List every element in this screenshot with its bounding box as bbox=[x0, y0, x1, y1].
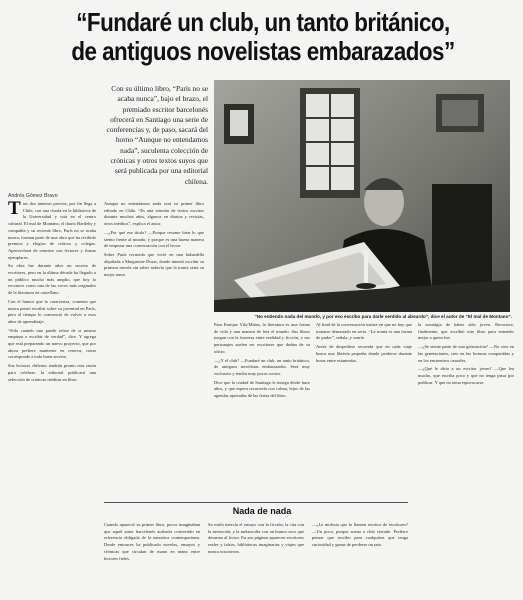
column-4-paragraph: Al final de la conversación insiste en que no hay que tomarse demasiado en serio. “La ironía es una forma de pudor”, señala, y sonríe. bbox=[316, 322, 412, 341]
column-1-paragraph: “Sólo cuando uno puede reírse de sí mismo empieza a escribir de verdad”, dice. Y agrega que está preparando un nuevo proyecto, que por ahora prefiere mantener en reserva, como corresponde a todo buen secreto. bbox=[8, 327, 96, 360]
column-5-paragraph: —¿Qué le diría a un escritor joven? —Que lea mucho, que escriba poco y que no tenga prisa por publicar. Y que no tema equivocarse. bbox=[418, 366, 514, 385]
photo-caption: “No entiendo nada del mundo, y por eso escribo para darle sentido al absurdo”, dice el autor de “El mal de Montano”. bbox=[254, 314, 512, 319]
sidebar-column-3 bbox=[312, 522, 408, 594]
column-3-paragraph: Dice que la ciudad de Santiago le intriga desde hace años, y que espera recorrerla con calma, lejos de las agendas apretadas de las ferias del libro. bbox=[214, 379, 310, 399]
deck: Con su último libro, “París no se acaba nunca”, bajo el brazo, el premiado escritor barcelonés ofrecerá en Santiago una serie de conferencias y, de paso, sacará del horno “Aunque no entendamos nada”, suculenta colección de crónicas y otros textos suyos que será publicada por una editorial chilena. bbox=[106, 84, 208, 186]
column-3 bbox=[214, 322, 310, 498]
byline: Andrés Gómez Bravo bbox=[8, 193, 58, 199]
headline-line-2: de antiguos novelistas embarazados” bbox=[71, 36, 455, 66]
column-3-paragraph: Para Enrique Vila-Matas, la literatura es una forma de vida y una manera de leer el mundo. Sus libros juegan con la frontera entre realidad y ficción, y sus personajes suelen ser escritores que dudan de su oficio. bbox=[214, 322, 310, 354]
column-2-paragraph: —¿Por qué ese título? —Porque resume bien lo que siento frente al mundo, y porque es una buena manera de empezar una conversación con el lector. bbox=[104, 229, 204, 249]
sidebar-title: Nada de nada bbox=[232, 506, 292, 516]
sidebar-column-1 bbox=[104, 522, 200, 594]
column-4-paragraph: Antes de despedirse recuerda que en cada viaje busca una librería pequeña donde perderse durante horas entre estanterías. bbox=[316, 344, 412, 363]
headline bbox=[54, 8, 472, 66]
column-2 bbox=[104, 201, 204, 497]
column-4 bbox=[316, 322, 412, 498]
headline-line-1: “Fundaré un club, un tanto británico, bbox=[76, 7, 450, 37]
portrait-photo bbox=[214, 80, 510, 312]
column-1 bbox=[8, 201, 96, 593]
column-1-paragraph: Su obra fue durante años un secreto de escritores, pero en la última década ha llegado a un público mucho más amplio, que hoy lo reconoce como una de las voces más originales de la literatura en castellano. bbox=[8, 263, 96, 296]
photo bbox=[214, 80, 510, 312]
drop-cap: T bbox=[8, 201, 21, 219]
column-5-paragraph: —¿Se siente parte de una generación? —No creo en las generaciones, creo en las lecturas compartidas y en los encuentros casuales. bbox=[418, 344, 514, 363]
sidebar-paragraph: Cuando apareció su primer libro, pocos imaginaban que aquel autor barcelonés acabaría convertido en referencia obligada de la narrativa contemporánea. Desde entonces ha publicado novelas, ensayos y crónicas que circulan de mano en mano entre lectores fieles. bbox=[104, 522, 200, 561]
column-1-paragraph: Con el humor que lo caracteriza, comenta que nunca pensó escribir sobre su juventud en París, pero el tiempo lo convenció de volver a esos años de aprendizaje. bbox=[8, 298, 96, 324]
opening-paragraph: Tras dos intentos previos, por fin llega a Chile, con una charla en la biblioteca de la Universidad y otra en el centro cultural. El mal de Montano, el diario Bartleby y compañía y su reciente libro, París no se acaba nunca, forman parte de una obra que ha recibido premios y elogios de críticos y colegas. Aprovechará de reunirse con lectores y firmar ejemplares. bbox=[8, 201, 96, 260]
column-5-paragraph: la nostalgia de haber sido joven. Reconoce, finalmente, que escribió este libro para entender mejor a quien fue. bbox=[418, 322, 514, 341]
sidebar-paragraph: Su estilo mezcla el ensayo con la ficción, la cita con la invención, y la melancolía con un humor seco que desarma al lector. En sus páginas aparecen escritores reales y falsos, bibliotecas imaginarias y viajes que nunca ocurrieron. bbox=[208, 522, 304, 554]
sidebar-column-2 bbox=[208, 522, 304, 594]
sidebar-top-rule bbox=[104, 502, 408, 503]
column-2-paragraph: Sobre París recuerda que vivió en una buhardilla alquilada a Marguerite Duras, donde intentó escribir su primera novela sin saber todavía que la ironía sería su mejor arma. bbox=[104, 251, 204, 278]
column-3-paragraph: —¿Y el club? —Fundaré un club, un tanto británico, de antiguos novelistas embarazados. Será muy exclusivo y tendrá muy pocos socios. bbox=[214, 357, 310, 376]
sidebar-paragraph: —¿Le molesta que lo llamen escritor de escritores? —Un poco, porque suena a club cerrado. Prefiero pensar que escribo para cualquiera que tenga curiosidad y ganas de perderse un rato. bbox=[312, 522, 408, 548]
column-5 bbox=[418, 322, 514, 592]
column-1-paragraph: Sus lectores chilenos tendrán pronto otra razón para celebrar: la editorial publicará una selección de crónicas inéditas en libro. bbox=[8, 363, 96, 382]
column-2-paragraph: Aunque no entendamos nada será su primer libro editado en Chile. “Es una reunión de textos escritos durante muchos años, algunos en diarios y revistas, otros inéditos”, explica el autor. bbox=[104, 201, 204, 227]
